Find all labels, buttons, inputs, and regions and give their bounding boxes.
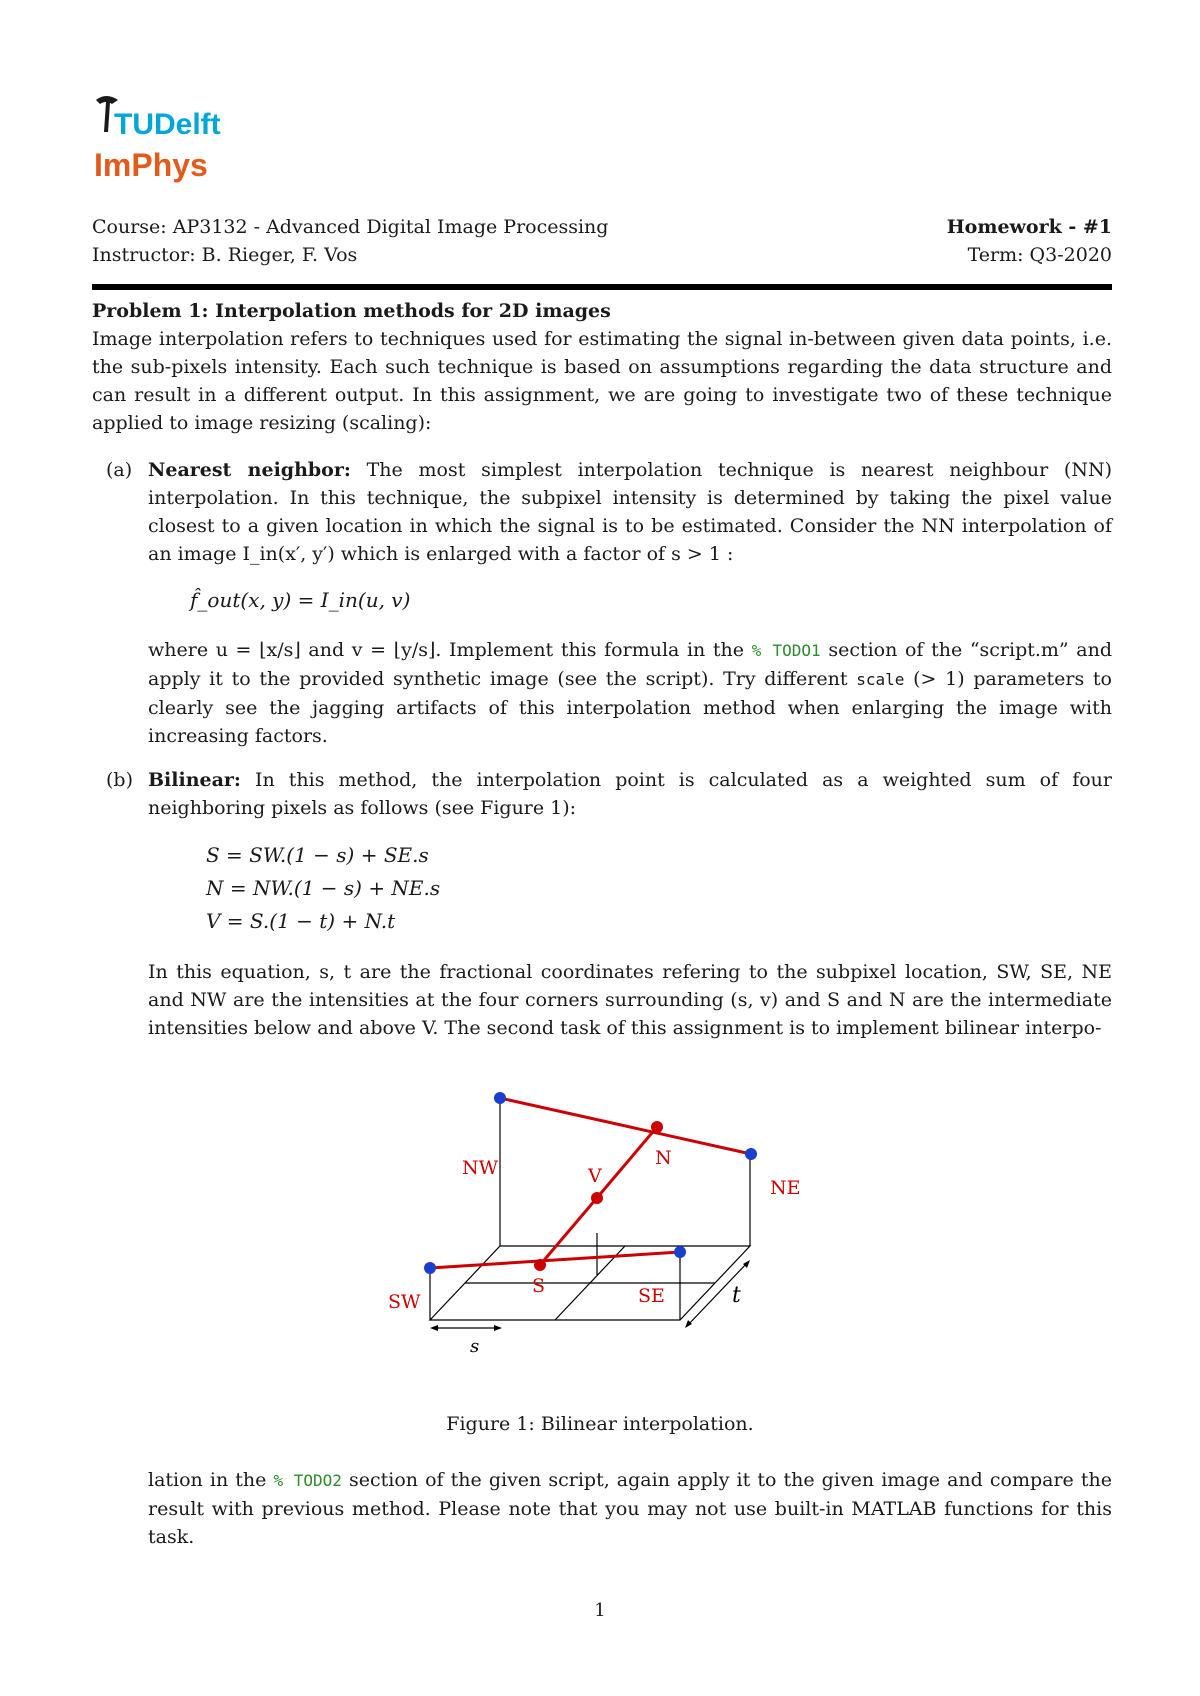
nn-equation: f̂_out(x, y) = I_in(u, v)	[190, 588, 411, 612]
problem-title: Problem 1: Interpolation methods for 2D images	[92, 300, 611, 322]
part-a-body-2a: where u = ⌊x/s⌋ and v = ⌊y/s⌋. Implement this formula in the	[148, 639, 745, 661]
part-b-text-3	[148, 1466, 1112, 1551]
figure-caption: Figure 1: Bilinear interpolation.	[446, 1413, 754, 1435]
label-s: S	[532, 1275, 546, 1297]
point-n	[651, 1121, 663, 1133]
part-b-label: (b)	[106, 769, 133, 791]
point-v	[591, 1192, 603, 1204]
bilinear-eq-3: V = S.(1 − t) + N.t	[206, 909, 396, 933]
part-a-text-2	[148, 636, 1112, 750]
todo1-code: % TODO1	[751, 641, 821, 660]
problem-section	[92, 297, 1112, 437]
part-b-body: In this method, the interpolation point is calculated as a weighted sum of four neighboring pixels as follows (see Figure 1):	[148, 769, 1112, 819]
tudelft-imphys-logo	[92, 92, 222, 188]
point-ne	[745, 1148, 757, 1160]
point-nw	[494, 1092, 506, 1104]
label-ne: NE	[770, 1177, 801, 1199]
bilinear-figure	[370, 1080, 801, 1360]
point-se	[674, 1246, 686, 1258]
part-a-body-2b: section of the “script.m” and apply it to the provided synthetic image (see the script). Try different	[148, 639, 1112, 690]
homework-text: Homework - #1	[946, 216, 1112, 238]
label-v: V	[588, 1165, 602, 1187]
part-b-body-3b: section of the given script, again apply it to the given image and compare the result with previous method. Please note that you may not use built-in MATLAB functions for this task.	[148, 1469, 1112, 1548]
header-rule	[92, 284, 1112, 290]
part-a-label: (a)	[106, 459, 133, 481]
part-b-heading: Bilinear:	[148, 769, 241, 791]
header-row-1	[92, 216, 1112, 238]
scale-code: scale	[856, 670, 905, 689]
label-nw: NW	[462, 1157, 499, 1179]
instructor-text: Instructor: B. Rieger, F. Vos	[92, 244, 358, 266]
page-number: 1	[594, 1600, 606, 1621]
part-b-body-3a: lation in the	[148, 1469, 267, 1491]
bilinear-eq-2: N = NW.(1 − s) + NE.s	[206, 876, 441, 900]
label-t-axis: t	[732, 1283, 741, 1308]
bilinear-eq-1: S = SW.(1 − s) + SE.s	[206, 843, 429, 867]
logo-imphys-text: ImPhys	[94, 147, 208, 183]
todo2-code: % TODO2	[273, 1471, 342, 1490]
label-se: SE	[638, 1285, 665, 1307]
point-s	[534, 1259, 546, 1271]
part-b-text	[148, 766, 1112, 822]
course-text: Course: AP3132 - Advanced Digital Image Processing	[92, 216, 609, 238]
label-n: N	[655, 1147, 672, 1169]
part-b-text-2: In this equation, s, t are the fractional coordinates refering to the subpixel location, SW, SE, NE and NW are the intensities at the four corners surrounding (s, v) and S and N are the intermediate intensities below and above V. The second task of this assignment is to implement bilinear interpo-	[148, 961, 1112, 1039]
part-a-text	[148, 456, 1112, 568]
problem-intro: Image interpolation refers to techniques used for estimating the signal in-between given data points, i.e. the sub-pixels intensity. Each such technique is based on assumptions regarding the data structure and can result in a different output. In this assignment, we are going to investigate two of these technique applied to image resizing (scaling):	[92, 328, 1112, 434]
term-text: Term: Q3-2020	[967, 244, 1112, 266]
header-row-2	[92, 244, 1112, 266]
part-a-heading: Nearest neighbor:	[148, 459, 351, 481]
point-sw	[424, 1262, 436, 1274]
label-s-axis: s	[470, 1336, 480, 1357]
part-a-body: The most simplest interpolation technique is nearest neighbour (NN) interpolation. In this technique, the subpixel intensity is determined by taking the pixel value closest to a given location in which the signal is to be estimated. Consider the NN interpolation of an image I_in(x′, y′) which is enlarged with a factor of s > 1 :	[148, 459, 1112, 565]
figure-grid	[430, 1098, 750, 1328]
part-a-body-2c: (> 1) parameters to clearly see the jagging artifacts of this interpolation method when enlarging the image with increasing factors.	[148, 668, 1113, 747]
label-sw: SW	[388, 1291, 421, 1313]
logo-tu-text: TUDelft	[114, 108, 221, 141]
